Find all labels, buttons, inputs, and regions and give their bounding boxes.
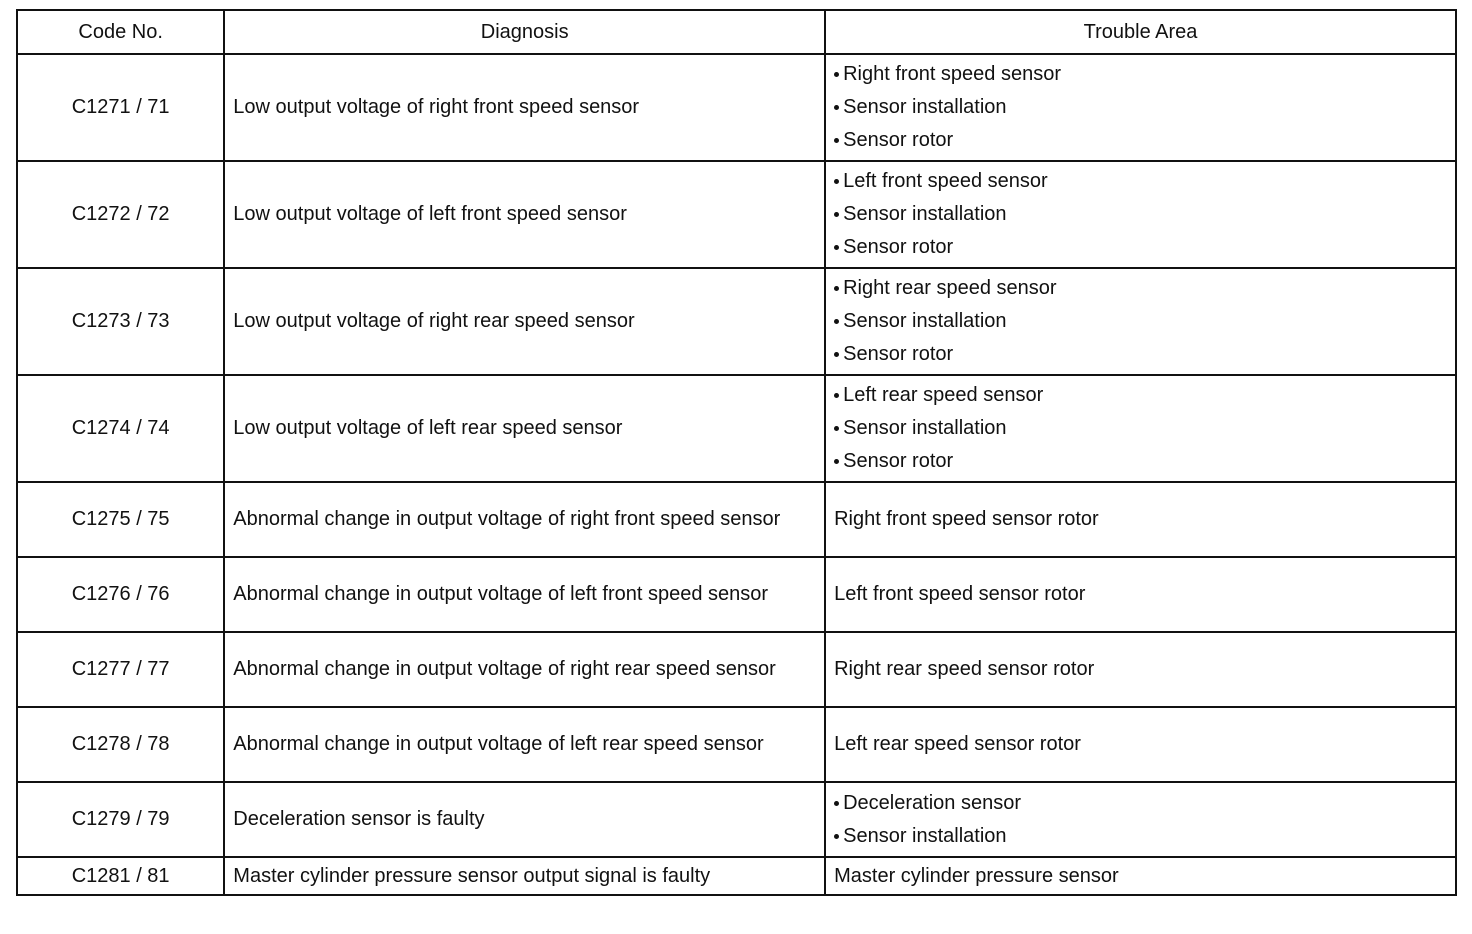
- code-cell: C1273 / 73: [17, 268, 224, 375]
- diagnosis-cell: Low output voltage of left rear speed sensor: [224, 375, 825, 482]
- table-header: [17, 10, 1456, 54]
- trouble-area-text: Sensor installation: [843, 96, 1007, 118]
- bullet-icon: [834, 459, 839, 464]
- list-item: [834, 445, 1447, 478]
- bullet-icon: [834, 834, 839, 839]
- code-cell: C1271 / 71: [17, 54, 224, 161]
- trouble-area-cell: Right rear speed sensor rotor: [825, 632, 1456, 707]
- list-item: [834, 379, 1447, 412]
- trouble-area-text: Sensor installation: [843, 824, 1007, 847]
- list-item: [834, 165, 1447, 198]
- trouble-area-list: [834, 379, 1447, 478]
- bullet-icon: [834, 105, 839, 110]
- diagnosis-cell: Abnormal change in output voltage of left front speed sensor: [224, 557, 825, 632]
- code-cell: C1272 / 72: [17, 161, 224, 268]
- bullet-icon: [834, 426, 839, 431]
- trouble-area-cell: Right front speed sensor rotor: [825, 482, 1456, 557]
- code-cell: C1279 / 79: [17, 782, 224, 857]
- trouble-area-list: [834, 165, 1447, 264]
- diagnosis-cell: Master cylinder pressure sensor output signal is faulty: [224, 857, 825, 895]
- table-row: [17, 482, 1456, 557]
- bullet-icon: [834, 72, 839, 77]
- bullet-icon: [834, 352, 839, 357]
- trouble-area-text: Sensor rotor: [843, 450, 954, 472]
- list-item: [834, 231, 1447, 264]
- table-row: [17, 782, 1456, 857]
- diagnostic-code-table: [16, 9, 1457, 896]
- trouble-area-text: Sensor installation: [843, 203, 1007, 225]
- table-row: [17, 268, 1456, 375]
- diagnosis-cell: Low output voltage of right rear speed sensor: [224, 268, 825, 375]
- trouble-area-cell: [825, 161, 1456, 268]
- bullet-icon: [834, 212, 839, 217]
- diagnosis-cell: Deceleration sensor is faulty: [224, 782, 825, 857]
- trouble-area-list: [834, 272, 1447, 371]
- table-row: [17, 161, 1456, 268]
- header-row: [17, 10, 1456, 54]
- trouble-area-list: [834, 787, 1447, 853]
- code-cell: C1277 / 77: [17, 632, 224, 707]
- code-cell: C1281 / 81: [17, 857, 224, 895]
- bullet-icon: [834, 245, 839, 250]
- trouble-area-text: Sensor rotor: [843, 343, 954, 365]
- trouble-area-text: Right front speed sensor: [843, 63, 1062, 85]
- trouble-area-cell: [825, 54, 1456, 161]
- code-cell: C1274 / 74: [17, 375, 224, 482]
- list-item: [834, 338, 1447, 371]
- bullet-icon: [834, 138, 839, 143]
- trouble-area-text: Left rear speed sensor: [843, 384, 1044, 406]
- trouble-area-cell: [825, 375, 1456, 482]
- table-row: [17, 557, 1456, 632]
- table-row: [17, 54, 1456, 161]
- list-item: [834, 787, 1447, 820]
- trouble-area-text: Sensor installation: [843, 417, 1007, 439]
- bullet-icon: [834, 179, 839, 184]
- code-cell: C1276 / 76: [17, 557, 224, 632]
- trouble-area-cell: [825, 268, 1456, 375]
- diagnosis-cell: Abnormal change in output voltage of right rear speed sensor: [224, 632, 825, 707]
- table-row: [17, 707, 1456, 782]
- list-item: [834, 820, 1447, 853]
- bullet-icon: [834, 286, 839, 291]
- trouble-area-cell: Left front speed sensor rotor: [825, 557, 1456, 632]
- trouble-area-text: Left front speed sensor: [843, 170, 1048, 192]
- diagnosis-cell: Abnormal change in output voltage of left rear speed sensor: [224, 707, 825, 782]
- trouble-area-text: Sensor installation: [843, 310, 1007, 332]
- list-item: [834, 58, 1447, 91]
- list-item: [834, 91, 1447, 124]
- list-item: [834, 198, 1447, 231]
- diagnosis-cell: Low output voltage of left front speed sensor: [224, 161, 825, 268]
- list-item: [834, 272, 1447, 305]
- bullet-icon: [834, 319, 839, 324]
- list-item: [834, 412, 1447, 445]
- trouble-area-text: Sensor rotor: [843, 129, 954, 151]
- diagnosis-cell: Abnormal change in output voltage of right front speed sensor: [224, 482, 825, 557]
- header-trouble-area: Trouble Area: [825, 10, 1456, 54]
- list-item: [834, 124, 1447, 157]
- trouble-area-text: Sensor rotor: [843, 236, 954, 258]
- table-row: [17, 375, 1456, 482]
- table-row: [17, 857, 1456, 895]
- diagnosis-cell: Low output voltage of right front speed sensor: [224, 54, 825, 161]
- trouble-area-cell: Master cylinder pressure sensor: [825, 857, 1456, 895]
- trouble-area-cell: [825, 782, 1456, 857]
- bullet-icon: [834, 393, 839, 398]
- header-code-no: Code No.: [17, 10, 224, 54]
- trouble-area-text: Right rear speed sensor: [843, 277, 1057, 299]
- trouble-area-cell: Left rear speed sensor rotor: [825, 707, 1456, 782]
- trouble-area-text: Deceleration sensor: [843, 791, 1021, 814]
- code-cell: C1275 / 75: [17, 482, 224, 557]
- table-row: [17, 632, 1456, 707]
- trouble-area-list: [834, 58, 1447, 157]
- bullet-icon: [834, 801, 839, 806]
- table-body: [17, 54, 1456, 895]
- code-cell: C1278 / 78: [17, 707, 224, 782]
- list-item: [834, 305, 1447, 338]
- header-diagnosis: Diagnosis: [224, 10, 825, 54]
